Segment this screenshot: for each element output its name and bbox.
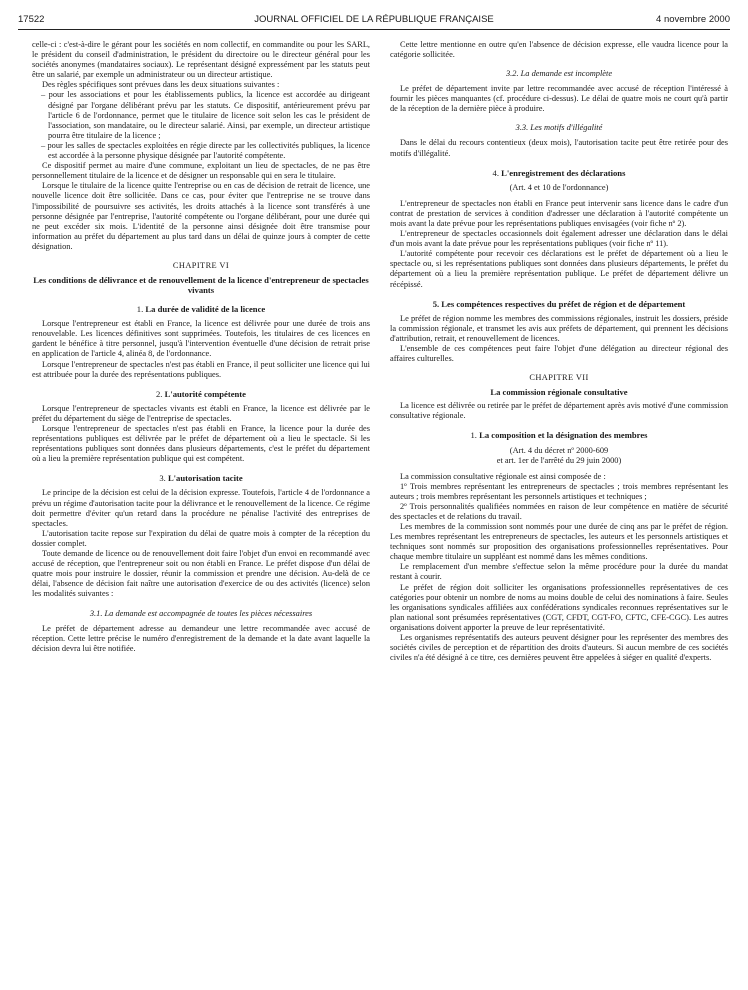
- chapter-heading: CHAPITRE VII: [529, 373, 589, 383]
- section-number: 4.: [492, 167, 499, 178]
- paragraph: Le préfet de région nomme les membres des commissions régionales, instruit les dossiers, préside la commission régionale, et transmet les avis aux préfets de département, qui prennent les décisions d'attribution, retrait, et renouvellement de licences.: [390, 313, 728, 343]
- paragraph: Lorsque le titulaire de la licence quitte l'entreprise ou en cas de décision de retrait de licence, une nouvelle licence doit être sollicitée. Dans ce cas, pour éviter que l'entreprise ne se trouve dans l'impossibilité de poursuivre ses activités, les droits attachés à la licence sont transférés à une personne désignée par l'entreprise, l'autorité compétente ou l'organe délibérant, pour une durée qui ne peut excéder six mois. L'identité de la personne ainsi désignée doit être transmise pour information au préfet du département au plus tard dans un délai de quinze jours à compter de cette désignation.: [32, 181, 370, 251]
- page-number: 17522: [18, 14, 45, 25]
- bullet-list: [32, 90, 370, 161]
- journal-title: JOURNAL OFFICIEL DE LA RÉPUBLIQUE FRANÇAISE: [254, 14, 494, 25]
- section-heading: [390, 299, 728, 309]
- paragraph: L'ensemble de ces compétences peut faire l'objet d'une délégation au directeur régional des affaires culturelles.: [390, 343, 728, 364]
- section-title: 5. Les compétences respectives du préfet de région et de département: [432, 298, 686, 309]
- paragraph: L'entrepreneur de spectacles occasionnels doit également adresser une déclaration dans le délai d'un mois avant la date prévue pour les représentations publiques (voir fiche nº 11).: [390, 229, 728, 249]
- paragraph: La commission consultative régionale est ainsi composée de :: [400, 471, 606, 481]
- paragraph: Le principe de la décision est celui de la décision expresse. Toutefois, l'article 4 de l'ordonnance a prévu un régime d'autorisation tacite pour la délivrance et le renouvellement de la licence. Ce régime doit permettre d'éviter qu'un retard dans la procédure ne pénalise l'activité des entreprises de spectacles.: [32, 488, 370, 528]
- paragraph: Le préfet de département adresse au demandeur une lettre recommandée avec accusé de réception. Cette lettre précise le numéro d'enregistrement de la demande et la date avant laquelle la décision devra lui être notifiée.: [32, 623, 370, 653]
- article-reference: (Art. 4 et 10 de l'ordonnance): [509, 182, 609, 192]
- article-reference-line: (Art. 4 du décret nº 2000-609: [509, 445, 609, 455]
- article-reference-line: et art. 1er de l'arrêté du 29 juin 2000): [496, 455, 622, 465]
- subsection-heading: 3.1. La demande est accompagnée de toutes les pièces nécessaires: [89, 608, 313, 618]
- section-title: L'autorisation tacite: [167, 473, 243, 484]
- paragraph: L'autorisation tacite repose sur l'expiration du délai de quatre mois à compter de la réception du dossier complet.: [32, 528, 370, 548]
- paragraph: Le remplacement d'un membre s'effectue selon la même procédure pour la durée du mandat restant à courir.: [390, 562, 728, 582]
- paragraph: Les membres de la commission sont nommés pour une durée de cinq ans par le préfet de région. Les membres représentant les entrepreneurs de spectacles, les auteurs et les personnels artistiques et techniques sont nommés sur proposition des organisations professionnelles représentatives. Pour chaque membre titulaire un suppléant est nommé dans les mêmes conditions.: [390, 522, 728, 562]
- paragraph: Cette lettre mentionne en outre qu'en l'absence de décision expresse, elle vaudra licence pour la catégorie sollicitée.: [390, 40, 728, 60]
- page-header: [18, 14, 730, 30]
- paragraph: Des règles spécifiques sont prévues dans les deux situations suivantes :: [42, 80, 280, 90]
- paragraph: Dans le délai du recours contentieux (deux mois), l'autorisation tacite peut être retirée pour des motifs d'illégalité.: [390, 138, 728, 158]
- paragraph: Le préfet de région doit solliciter les organisations professionnelles représentatives de ces catégories pour obtenir un nombre de noms au moins double de celui des nominations à faire. Seules les organisations syndicales affiliées aux confédérations syndicales reconnues représentatives sur le plan national sont présumées représentatives (CGT, CFDT, CGT-FO, CFTC, CFE-CGC). Les autres organisations doivent apporter la preuve de leur représentativité.: [390, 582, 728, 632]
- paragraph: Les organismes représentatifs des auteurs peuvent désigner pour les représenter des membres des sociétés civiles de perception et de répartition des droits d'auteurs. Si aucun membre de ces sociétés civiles n'a été désigné à ce titre, ces dernières peuvent être appelées à siéger en qualité d'experts.: [390, 633, 728, 663]
- paragraph: L'entrepreneur de spectacles non établi en France peut intervenir sans licence dans le cadre d'un contrat de prestation de services à condition d'adresser une déclaration à l'autorité compétente un mois avant la date prévue pour les représentations publiques envisagées (voir fiche nº 2).: [390, 198, 728, 228]
- section-title: La durée de validité de la licence: [145, 304, 266, 315]
- chapter-title: La commission régionale consultative: [490, 387, 628, 398]
- paragraph: La licence est délivrée ou retirée par le préfet de département après avis motivé d'une commission consultative régionale.: [390, 401, 728, 421]
- publication-date: 4 novembre 2000: [656, 14, 730, 25]
- section-heading: [32, 304, 370, 314]
- chapter-title: Les conditions de délivrance et de renouvellement de la licence d'entrepreneur de spectacles vivants: [33, 275, 369, 296]
- left-column: [32, 40, 370, 654]
- section-heading: [390, 430, 728, 440]
- list-item: – pour les salles de spectacles exploitées en régie directe par les collectivités publiques, la licence est accordée à la personne physique désignée par l'autorité compétente.: [32, 141, 370, 161]
- paragraph: 2º Trois personnalités qualifiées nommées en raison de leur compétence en matière de sécurité des spectacles et de relations du travail.: [390, 501, 728, 521]
- paragraph: 1º Trois membres représentant les entrepreneurs de spectacles ; trois membres représentant les auteurs ; trois membres représentant les personnels artistiques et techniques ;: [390, 481, 728, 501]
- paragraph: celle-ci : c'est-à-dire le gérant pour les sociétés en nom collectif, en commandite ou pour les SARL, le président du conseil d'administration, le président du directoire ou le directeur général pour les sociétés anonymes (mandataires sociaux). Le représentant désigné expressément par les statuts peut être un salarié, par exemple un administrateur ou un directeur artistique.: [32, 40, 370, 80]
- article-reference: [390, 446, 728, 466]
- section-number: 2.: [156, 388, 163, 399]
- paragraph: Lorsque l'entrepreneur de spectacles vivants est établi en France, la licence est délivrée par le préfet du département du siège de l'entreprise de spectacles.: [32, 403, 370, 423]
- section-heading: [32, 473, 370, 483]
- list-item: – pour les associations et pour les établissements publics, la licence est accordée au dirigeant désigné par l'organe délibérant prévu par les statuts. Ce dispositif, antérieurement prévu par l'article 6 de l'ordonnance, permet que le titulaire de licence soit selon les cas le président de l'association, son mandataire, ou le directeur salarié. Ainsi, par exemple, un directeur artistique pourra être titulaire de la licence ;: [32, 90, 370, 140]
- paragraph: L'autorité compétente pour recevoir ces déclarations est le préfet de département où a lieu le spectacle ou, si les représentations publiques sont données dans plusieurs départements, le préfet du département où a lieu la première représentation publique. Le préfet de département délivre un récépissé.: [390, 249, 728, 289]
- chapter-heading: CHAPITRE VI: [172, 260, 230, 270]
- subsection-heading: 3.2. La demande est incomplète: [505, 69, 613, 79]
- section-number: 3.: [159, 473, 166, 484]
- section-heading: [390, 168, 728, 178]
- section-title: L'autorité compétente: [164, 388, 246, 399]
- section-heading: [32, 389, 370, 399]
- paragraph: Toute demande de licence ou de renouvellement doit faire l'objet d'un envoi en recommandé avec accusé de réception, que l'entrepreneur soit ou non établi en France. Le préfet dispose d'un délai de quatre mois pour instruire le dossier, réunir la commission et prendre une décision. Au-delà de ce délai, l'absence de décision fait naître une autorisation d'exercice de ou des activités (licence) selon les modalités suivantes :: [32, 549, 370, 599]
- subsection-heading: 3.3. Les motifs d'illégalité: [515, 123, 603, 133]
- section-title: La composition et la désignation des membres: [479, 430, 648, 441]
- section-title: L'enregistrement des déclarations: [501, 167, 626, 178]
- paragraph: Lorsque l'entrepreneur de spectacles n'est pas établi en France, il peut solliciter une licence qui lui est attribuée pour la durée des représentations publiques.: [32, 359, 370, 379]
- paragraph: Le préfet de département invite par lettre recommandée avec accusé de réception l'intéressé à fournir les pièces manquantes (cf. procédure ci-dessus). Le délai de quatre mois ne court qu'à partir de la réception de la dernière pièce à produire.: [390, 84, 728, 114]
- right-column: [390, 40, 728, 663]
- section-number: 1.: [136, 304, 144, 315]
- paragraph: Lorsque l'entrepreneur est établi en France, la licence est délivrée pour une durée de trois ans renouvelable. Les licences définitives sont supprimées. Toutefois, les titulaires de ces licences en gardent le bénéfice à titre personnel, jusqu'à l'intervention éventuelle d'une décision de retrait prise en application de l'article 4, alinéa 8, de l'ordonnance.: [32, 319, 370, 359]
- section-number: 1.: [470, 430, 477, 441]
- paragraph: Lorsque l'entrepreneur de spectacles n'est pas établi en France, la licence pour la durée des représentations publiques est délivrée par le préfet de département où a lieu le spectacle. Si les représentations publiques sont données dans plusieurs départements, c'est le préfet du département où a lieu la première représentation publique qui est compétent.: [32, 424, 370, 464]
- paragraph: Ce dispositif permet au maire d'une commune, exploitant un lieu de spectacles, de ne pas être personnellement titulaire de la licence et de désigner un responsable qui en sera le titulaire.: [32, 161, 370, 181]
